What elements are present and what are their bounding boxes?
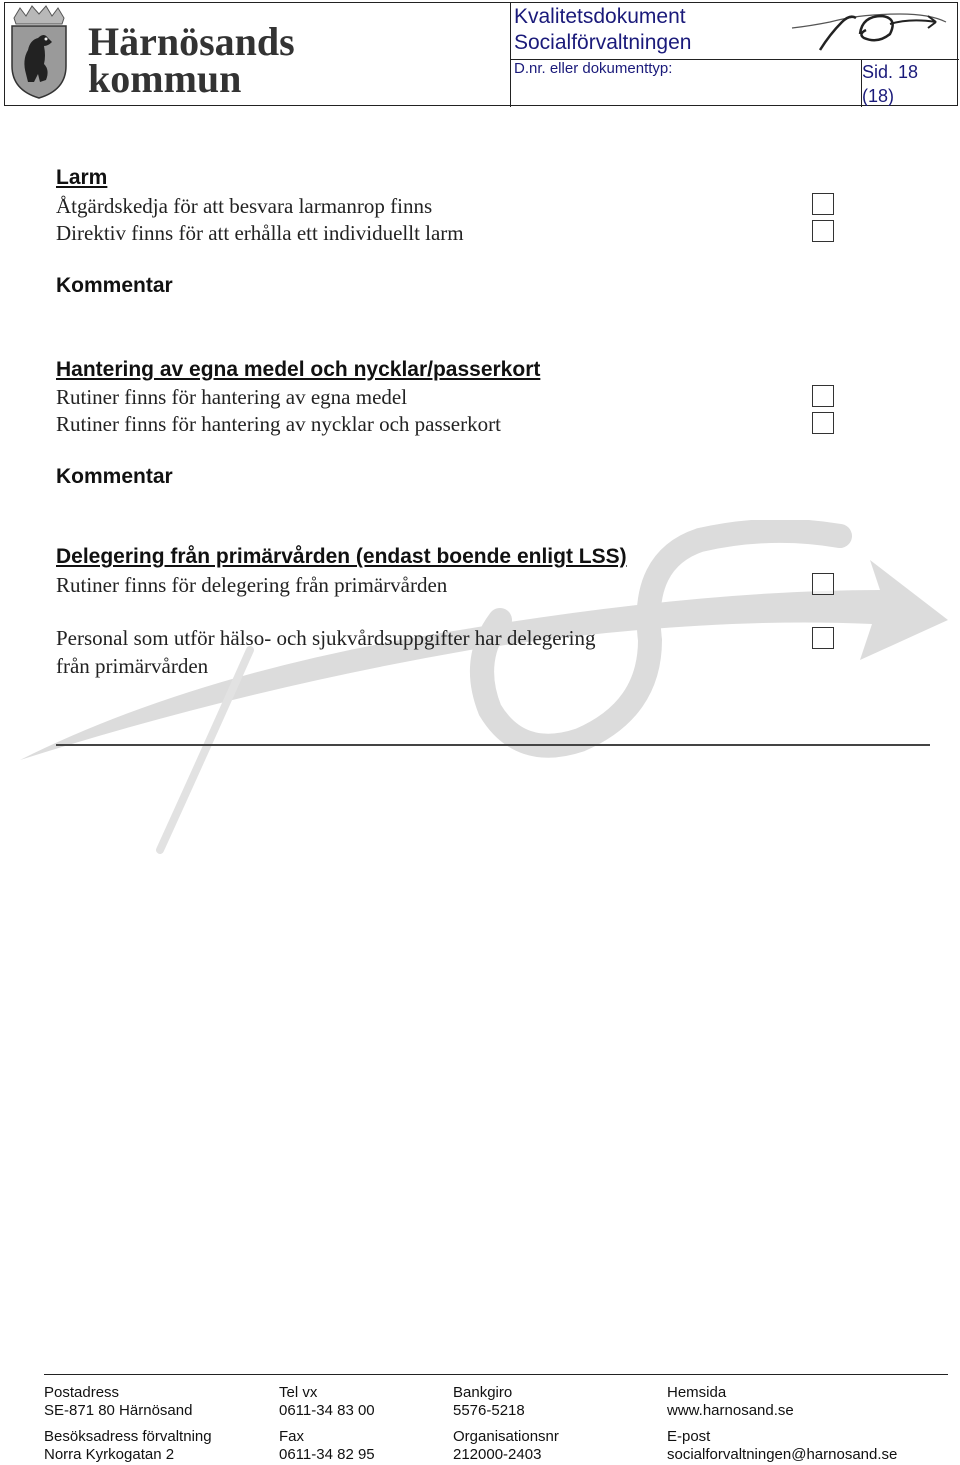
checklist-checkbox[interactable]: [812, 385, 834, 407]
footer-orgnr-label: Organisationsnr: [453, 1428, 559, 1445]
checklist-item-text: Rutiner finns för delegering från primärvården: [56, 573, 448, 597]
section-title-larm: Larm: [56, 166, 108, 189]
signature-icon: [790, 4, 950, 54]
checklist-item-text: Rutiner finns för hantering av egna medel: [56, 385, 408, 409]
footer-email-link[interactable]: socialforvaltningen@harnosand.se: [667, 1446, 898, 1463]
page-number: [862, 60, 952, 108]
logo-wordmark-line2: kommun: [88, 56, 242, 101]
footer-hemsida-label: Hemsida: [667, 1384, 727, 1401]
checklist-item-text: Direktiv finns för att erhålla ett individuellt larm: [56, 221, 464, 245]
section-title-egna-medel: Hantering av egna medel och nycklar/passerkort: [56, 358, 541, 381]
footer-postadress-value: SE-871 80 Härnösand: [44, 1402, 193, 1419]
checklist-item-text: Rutiner finns för hantering av nycklar och passerkort: [56, 412, 501, 436]
checklist-item-text: Personal som utför hälso- och sjukvårdsuppgifter har delegering: [56, 626, 596, 650]
section-separator: [56, 744, 930, 746]
document-number-label: D.nr. eller dokumenttyp:: [514, 60, 673, 77]
checklist-checkbox[interactable]: [812, 573, 834, 595]
checklist-checkbox[interactable]: [812, 220, 834, 242]
document-type-title: Kvalitetsdokument: [514, 5, 686, 28]
footer-bankgiro-label: Bankgiro: [453, 1384, 513, 1401]
page-label: Sid. 18: [862, 62, 919, 82]
footer-besoksadress-label: Besöksadress förvaltning: [44, 1428, 212, 1445]
page-total: (18): [862, 86, 895, 106]
checklist-checkbox[interactable]: [812, 412, 834, 434]
logo-wordmark-line1: Härnösands: [88, 19, 295, 64]
watermark-logo-icon: [0, 520, 960, 860]
footer-rule: [44, 1374, 948, 1375]
footer-orgnr-value: 212000-2403: [453, 1446, 542, 1463]
section-title-delegering: Delegering från primärvården (endast boende enligt LSS): [56, 545, 627, 568]
footer-epost-label: E-post: [667, 1428, 711, 1445]
municipal-coat-of-arms-icon: [8, 4, 70, 100]
header-divider: [510, 3, 511, 107]
footer-fax-value: 0611-34 82 95: [279, 1446, 375, 1463]
footer-tel-label: Tel vx: [279, 1384, 318, 1401]
footer-tel-value: 0611-34 83 00: [279, 1402, 375, 1419]
department-name: Socialförvaltningen: [514, 31, 692, 54]
checklist-item-text: Åtgärdskedja för att besvara larmanrop finns: [56, 194, 433, 218]
comment-label: Kommentar: [56, 465, 173, 488]
footer-website-link[interactable]: www.harnosand.se: [667, 1402, 794, 1419]
footer-postadress-label: Postadress: [44, 1384, 120, 1401]
checklist-checkbox[interactable]: [812, 627, 834, 649]
checklist-item-text-continued: från primärvården: [56, 654, 209, 678]
checklist-checkbox[interactable]: [812, 193, 834, 215]
footer-fax-label: Fax: [279, 1428, 305, 1445]
comment-label: Kommentar: [56, 274, 173, 297]
footer-besoksadress-value: Norra Kyrkogatan 2: [44, 1446, 175, 1463]
footer-bankgiro-value: 5576-5218: [453, 1402, 525, 1419]
